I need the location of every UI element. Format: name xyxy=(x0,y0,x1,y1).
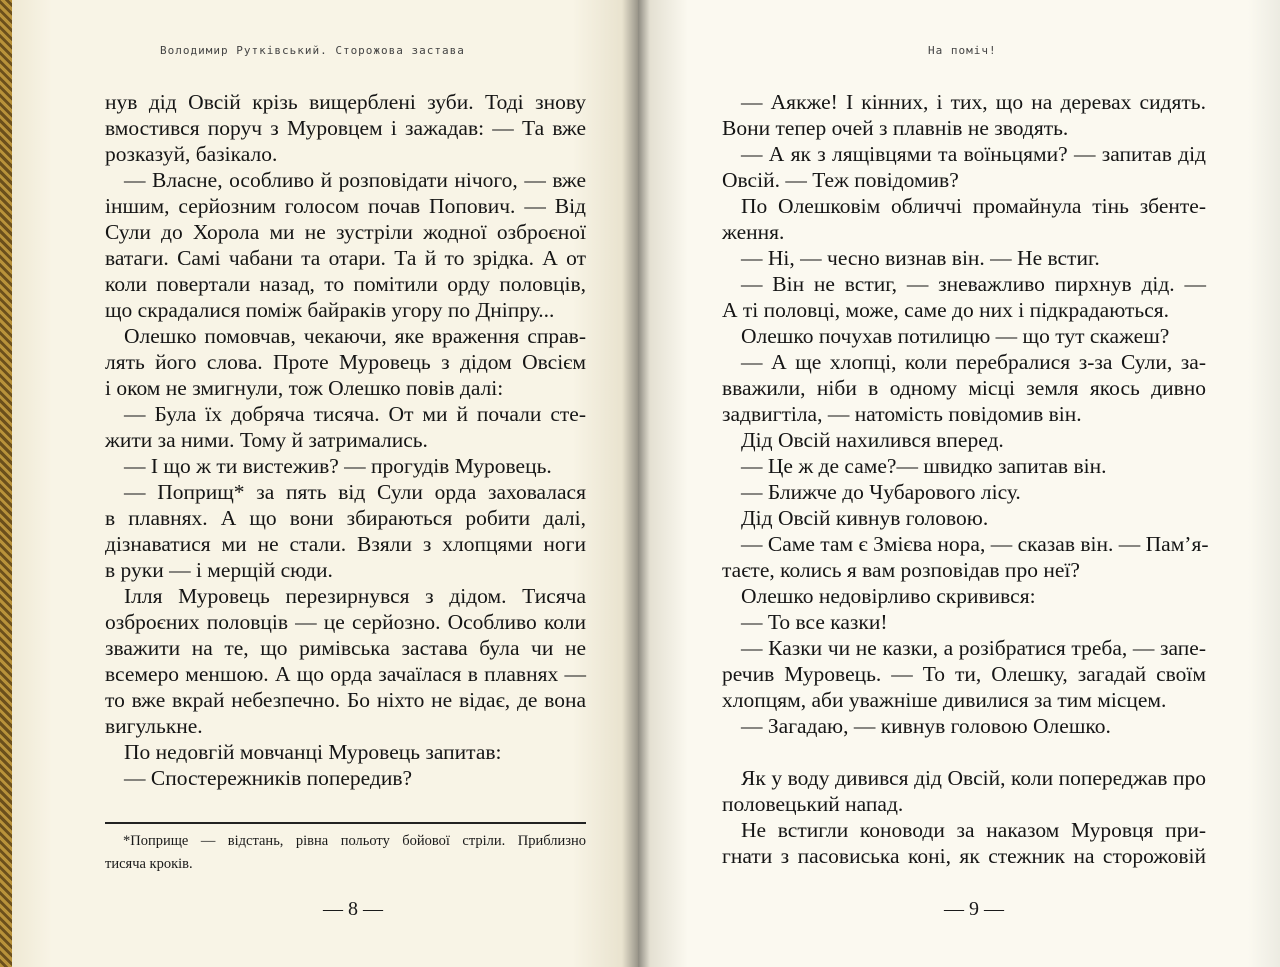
text-line: то вже вкрай небезпечно. Бо ніхто не відає, де вона xyxy=(105,688,586,712)
text-line: — Поприщ* за пять від Сули орда заховалася xyxy=(124,480,586,504)
text-line: ватаги. Самі чабани та отари. Та й то зрідка. А от xyxy=(105,246,586,270)
text-line: — І що ж ти вистежив? — прогудів Муровець. xyxy=(124,454,552,478)
text-line: По Олешковім обличчі промайнула тінь збенте- xyxy=(741,194,1206,218)
text-line: — Ближче до Чубарового лісу. xyxy=(741,480,1021,504)
text-line: — Саме там є Змієва нора, — сказав він. — Пам’я- xyxy=(741,532,1209,556)
text-line: хлопцям, аби уважніше дивилися за тим місцем. xyxy=(722,688,1167,712)
body-text xyxy=(105,89,586,791)
text-line: Як у воду дивився дід Овсій, коли попереджав про xyxy=(741,766,1206,790)
page-number: — 8 — xyxy=(323,898,383,920)
text-line: — Він не встиг, — зневажливо пирхнув дід. — xyxy=(741,272,1206,296)
text-line: гнати з пасовиська коні, як стежник на сторожовій xyxy=(722,844,1206,868)
footnote-line: *Поприще — відстань, рівна польоту бойової стріли. Приблизно xyxy=(123,833,586,849)
running-head: Володимир Рутківський. Сторожова застава xyxy=(160,44,465,57)
text-line: Олешко помовчав, чекаючи, яке враження справ- xyxy=(124,324,586,348)
body-text xyxy=(722,89,1209,869)
footnote-divider xyxy=(105,822,586,824)
footnote-line: тисяча кроків. xyxy=(105,856,193,872)
text-line: нув дід Овсій крізь вищерблені зуби. Тоді знову xyxy=(105,90,586,114)
text-line: вважили, ніби в одному місці земля якось дивно xyxy=(722,376,1206,400)
right-page xyxy=(638,0,1280,967)
text-line: половецький напад. xyxy=(722,792,904,816)
text-line: Не встигли коноводи за наказом Муровця при- xyxy=(741,818,1206,842)
text-line: Олешко недовірливо скривився: xyxy=(741,584,1036,608)
text-line: задвигтіла, — натомість повідомив він. xyxy=(722,402,1082,426)
text-line: в руки — і мерщій сюди. xyxy=(105,558,333,582)
text-line: таєте, колись я вам розповідав про неї? xyxy=(722,558,1080,582)
text-line: — А ще хлопці, коли перебралися з-за Сули, за- xyxy=(741,350,1206,374)
text-line: вмостився поруч з Муровцем і зажадав: — Та вже xyxy=(105,116,586,140)
footnote xyxy=(105,830,586,876)
text-line: Дід Овсій кивнув головою. xyxy=(741,506,989,530)
text-line: — Ні, — чесно визнав він. — Не встиг. xyxy=(741,246,1100,270)
text-line: лять його слова. Проте Муровець з дідом Овсієм xyxy=(105,350,586,374)
left-page xyxy=(12,0,638,967)
text-line: — Була їх добряча тисяча. От ми й почали сте- xyxy=(124,402,586,426)
text-line: — Це ж де саме?— швидко запитав він. xyxy=(741,454,1107,478)
text-line: речив Муровець. — То ти, Олешку, загадай своїм xyxy=(722,662,1206,686)
text-line: озброєних половців — це серйозно. Особливо коли xyxy=(105,610,586,634)
text-line: що скрадалися поміж байраків угору по Дніпру... xyxy=(105,298,555,322)
text-line: коли повертали назад, то помітили орду половців, xyxy=(105,272,586,296)
text-line: Дід Овсій нахилився вперед. xyxy=(741,428,1004,452)
text-line: — Казки чи не казки, а розібратися треба, — запе- xyxy=(741,636,1206,660)
text-line: — То все казки! xyxy=(741,610,888,634)
text-line: Олешко почухав потилицю — що тут скажеш? xyxy=(741,324,1170,348)
text-line: — Аякже! І кінних, і тих, що на деревах сидять. xyxy=(741,90,1206,114)
text-line: іншим, серйозним голосом почав Попович. — Від xyxy=(105,194,586,218)
text-line: Ілля Муровець перезирнувся з дідом. Тисяча xyxy=(124,584,586,608)
text-line: А ті половці, може, саме до них і підкрадаються. xyxy=(722,298,1170,322)
text-line: ження. xyxy=(722,220,785,244)
text-line xyxy=(722,739,1206,765)
text-line: Овсій. — Теж повідомив? xyxy=(722,168,959,192)
text-line: Сули до Хорола ми не зустріли жодної озброєної xyxy=(105,220,586,244)
text-line: По недовгій мовчанці Муровець запитав: xyxy=(124,740,502,764)
page-number: — 9 — xyxy=(944,898,1004,920)
text-line: — Власне, особливо й розповідати нічого, — вже xyxy=(124,168,586,192)
text-line: вигулькне. xyxy=(105,714,203,738)
text-line: в плавнях. А що вони збираються робити далі, xyxy=(105,506,586,530)
text-line: — Спостережників попередив? xyxy=(124,766,413,790)
text-line: — Загадаю, — кивнув головою Олешко. xyxy=(741,714,1111,738)
text-line: дізнаватися ми не стали. Взяли з хлопцями ноги xyxy=(105,532,586,556)
text-line: Вони тепер очей з плавнів не зводять. xyxy=(722,116,1069,140)
text-line: зважити на те, що римівська застава була чи не xyxy=(105,636,586,660)
text-line: — А як з лящівцями та воїньцями? — запитав дід xyxy=(741,142,1206,166)
text-line: і оком не змигнули, тож Олешко повів далі: xyxy=(105,376,504,400)
running-head: На поміч! xyxy=(928,44,997,57)
text-line: жити за ними. Тому й затримались. xyxy=(105,428,428,452)
text-line: розказуй, базікало. xyxy=(105,142,278,166)
text-line: всемеро меншою. А що орда зачаїлася в плавнях — xyxy=(105,662,586,686)
